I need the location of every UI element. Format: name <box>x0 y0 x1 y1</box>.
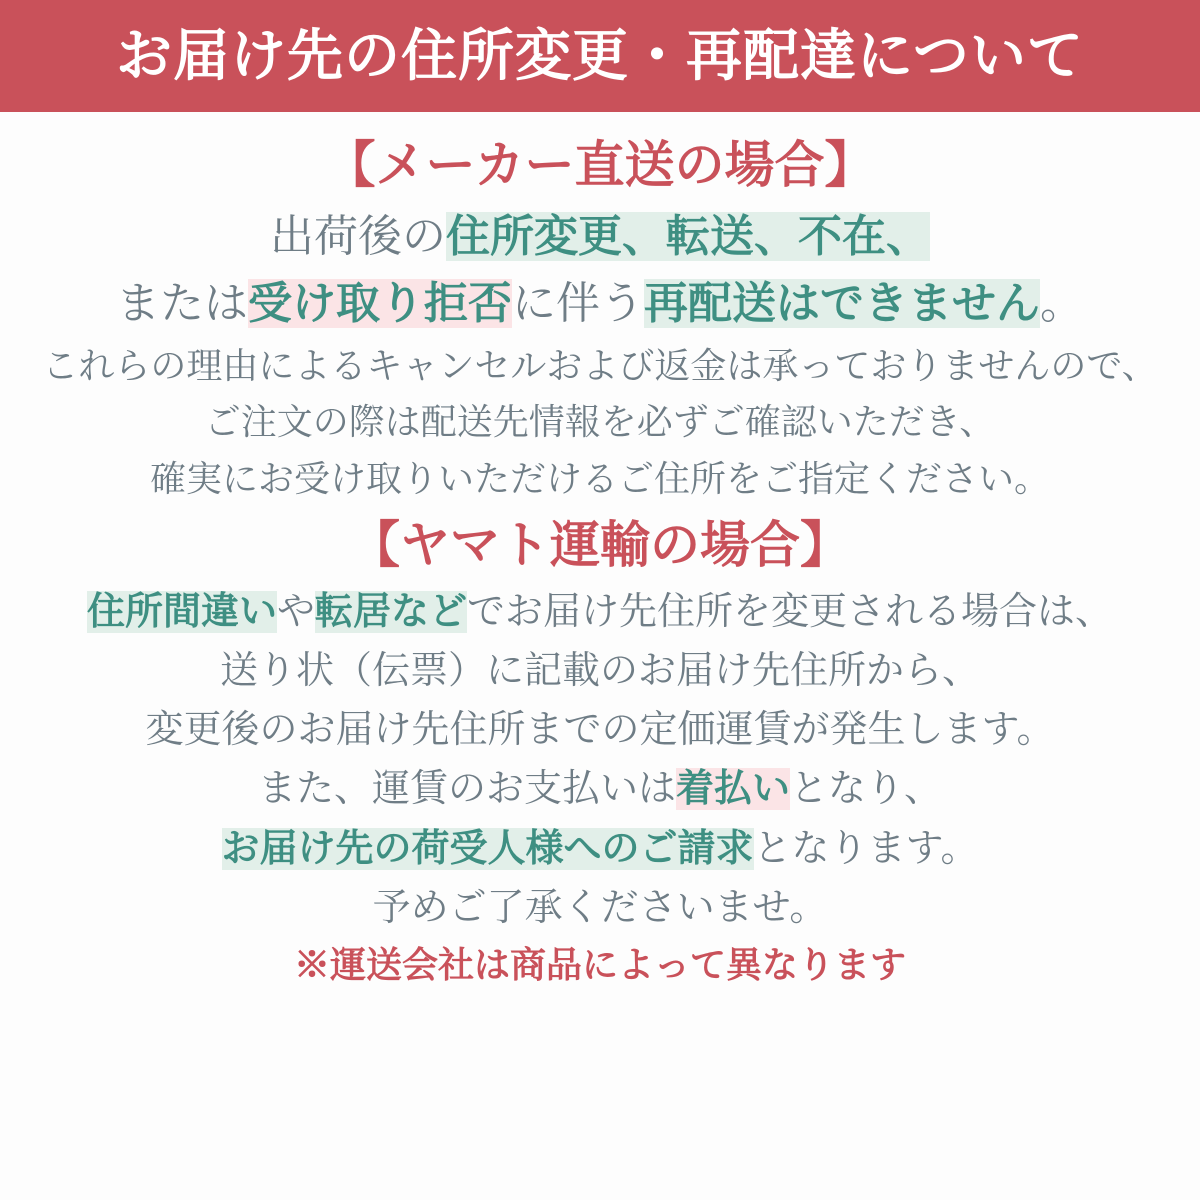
section2-line3-text: 変更後のお届け先住所までの定価運賃が発生します。 <box>145 709 1055 752</box>
section2-line4-part2: 着払い <box>675 768 790 811</box>
section2-line-5 <box>0 824 1200 875</box>
section1-line2-part1: または <box>116 279 248 329</box>
section2-line1-part1: 住所間違い <box>86 590 277 633</box>
section2-line1-part3: 転居など <box>315 590 468 633</box>
section2-line1-part2: や <box>276 590 315 633</box>
notice-content <box>0 112 1200 989</box>
section1-line1-part2: 住所変更、転送、不在、 <box>446 212 930 261</box>
section2-line2-text: 送り状（伝票）に記載のお届け先住所から、 <box>219 649 980 692</box>
section2-line6-text: 予めご了承くださいませ。 <box>372 887 828 930</box>
footer-note: ※運送会社は商品によって異なります <box>293 944 906 986</box>
section1-line2-part3: に伴う <box>512 279 644 329</box>
section2-line5-part2: となります。 <box>753 827 979 870</box>
section1-line5-text: 確実にお受け取りいただけるご住所をご指定ください。 <box>149 457 1050 499</box>
section1-line-4 <box>0 398 1200 447</box>
section1-line-2 <box>0 274 1200 333</box>
section-heading-yamato: 【ヤマト運輸の場合】 <box>350 516 850 573</box>
section2-line1-part4: でお届け先住所を変更される場合は、 <box>467 590 1114 633</box>
header-banner <box>0 0 1200 112</box>
section2-line-4 <box>0 764 1200 815</box>
page-title: お届け先の住所変更・再配達について <box>116 24 1084 87</box>
section2-line5-part1: お届け先の荷受人様へのご請求 <box>221 827 754 870</box>
section1-line-3 <box>0 342 1200 391</box>
section1-line-1 <box>0 207 1200 266</box>
section1-line1-part1: 出荷後の <box>270 212 446 261</box>
section2-line-2 <box>0 646 1200 697</box>
section2-line-3 <box>0 705 1200 756</box>
section2-line-1 <box>0 587 1200 638</box>
section1-line2-part5: 。 <box>1040 279 1084 329</box>
section2-line-6 <box>0 883 1200 934</box>
section1-line2-part4: 再配送はできません <box>644 279 1040 329</box>
section-heading-maker-direct: 【メーカー直送の場合】 <box>325 137 875 193</box>
section2-line4-part3: となり、 <box>790 768 943 811</box>
section1-line-5 <box>0 455 1200 504</box>
section1-line2-part2: 受け取り拒否 <box>248 279 512 329</box>
section2-line4-part1: また、運賃のお支払いは <box>257 768 676 811</box>
section1-line4-text: ご注文の際は配送先情報を必ずご確認いただき、 <box>204 401 996 443</box>
section1-line3-text: これらの理由によるキャンセルおよび返金は承っておりませんので、 <box>42 344 1158 386</box>
